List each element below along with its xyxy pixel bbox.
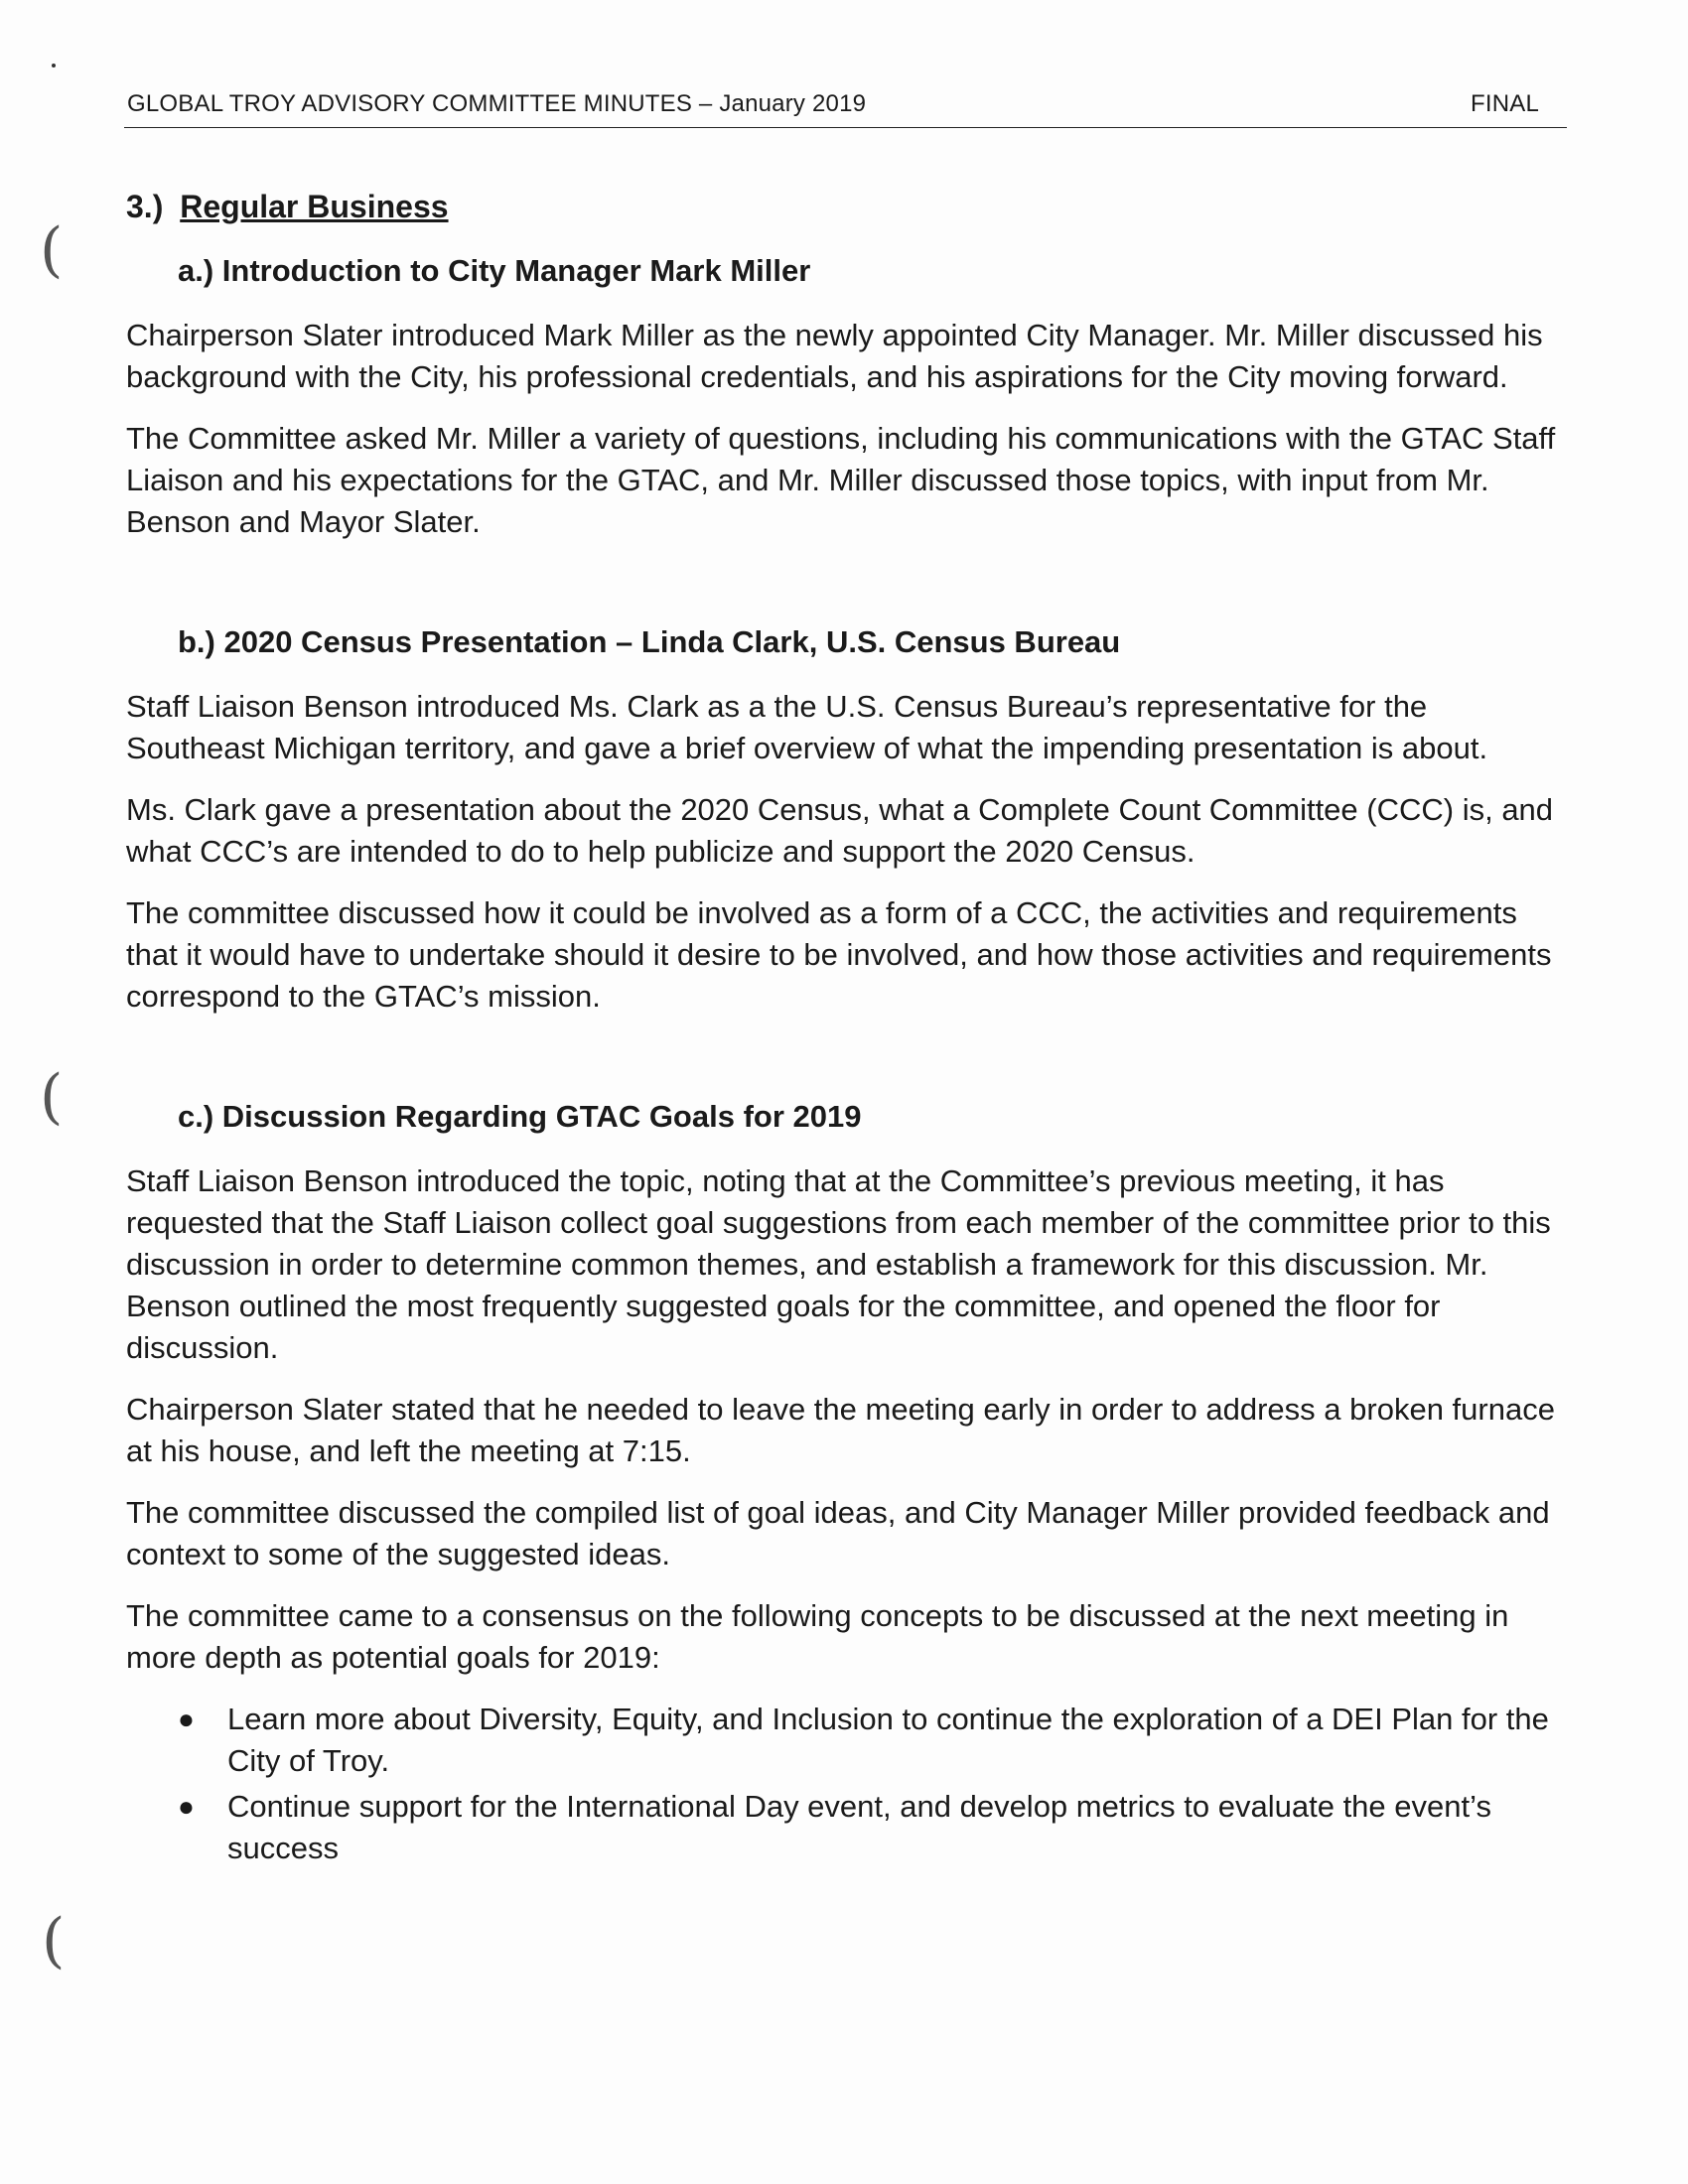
minutes-body [126, 189, 1566, 1873]
item-paragraph: Chairperson Slater stated that he needed to leave the meeting early in order to address a broken furnace at his house, and left the meeting at 7:15. [126, 1392, 1555, 1468]
spacer [126, 1037, 1566, 1099]
item-paragraph: The Committee asked Mr. Miller a variety of questions, including his communications with the GTAC Staff Liaison and his expectations for the GTAC, and Mr. Miller discussed those topics, with input from Mr. Benson and Mayor Slater. [126, 421, 1556, 539]
agenda-item-c [126, 1099, 1566, 1869]
list-item-text: Learn more about Diversity, Equity, and Inclusion to continue the exploration of a DEI Plan for the City of Troy. [227, 1702, 1549, 1778]
section-heading [126, 189, 1566, 228]
goal-list [126, 1699, 1566, 1869]
item-paragraph: Staff Liaison Benson introduced Ms. Clark as a the U.S. Census Bureau’s representative for the Southeast Michigan territory, and gave a brief overview of what the impending presentation is about. [126, 689, 1488, 765]
item-heading: b.) 2020 Census Presentation – Linda Clark, U.S. Census Bureau [178, 624, 1121, 659]
margin-bracket-mark: ( [40, 1062, 64, 1132]
section-title: Regular Business [180, 189, 449, 224]
list-item-text: Continue support for the International Day event, and develop metrics to evaluate the event’s success [227, 1789, 1491, 1865]
list-item [126, 1786, 1566, 1869]
item-paragraph: The committee came to a consensus on the following concepts to be discussed at the next meeting in more depth as potential goals for 2019: [126, 1598, 1509, 1675]
bullet-icon: ● [178, 1704, 195, 1734]
agenda-item-a [126, 253, 1566, 543]
item-paragraph: The committee discussed the compiled list of goal ideas, and City Manager Miller provided feedback and context to some of the suggested ideas. [126, 1495, 1550, 1571]
margin-bracket-mark: ( [42, 1906, 66, 1976]
margin-bracket-mark: ( [40, 215, 64, 285]
header-status: FINAL [1470, 90, 1539, 117]
scan-speck [52, 64, 56, 68]
list-item [126, 1699, 1566, 1782]
item-paragraph: The committee discussed how it could be involved as a form of a CCC, the activities and requirements that it would have to undertake should it desire to be involved, and how those activities and requirements correspond to the GTAC’s mission. [126, 895, 1552, 1014]
bullet-icon: ● [178, 1791, 195, 1822]
section-number: 3.) [126, 189, 164, 224]
item-heading: c.) Discussion Regarding GTAC Goals for 2019 [178, 1099, 862, 1134]
page-header [124, 87, 1567, 128]
item-paragraph: Staff Liaison Benson introduced the topic, noting that at the Committee’s previous meeting, it has requested that the Staff Liaison collect goal suggestions from each member of the committee prior to this discussion in order to determine common themes, and establish a framework for this discussion. Mr. Benson outlined the most frequently suggested goals for the committee, and opened the floor for discussion. [126, 1163, 1551, 1365]
agenda-item-b [126, 624, 1566, 1018]
spacer [126, 563, 1566, 624]
header-title: GLOBAL TROY ADVISORY COMMITTEE MINUTES – January 2019 [127, 90, 867, 117]
item-paragraph: Ms. Clark gave a presentation about the 2020 Census, what a Complete Count Committee (CCC) is, and what CCC’s are intended to do to help publicize and support the 2020 Census. [126, 792, 1554, 869]
item-paragraph: Chairperson Slater introduced Mark Miller as the newly appointed City Manager. Mr. Miller discussed his background with the City, his professional credentials, and his aspirations for the City moving forward. [126, 318, 1543, 394]
item-heading: a.) Introduction to City Manager Mark Miller [178, 253, 811, 288]
